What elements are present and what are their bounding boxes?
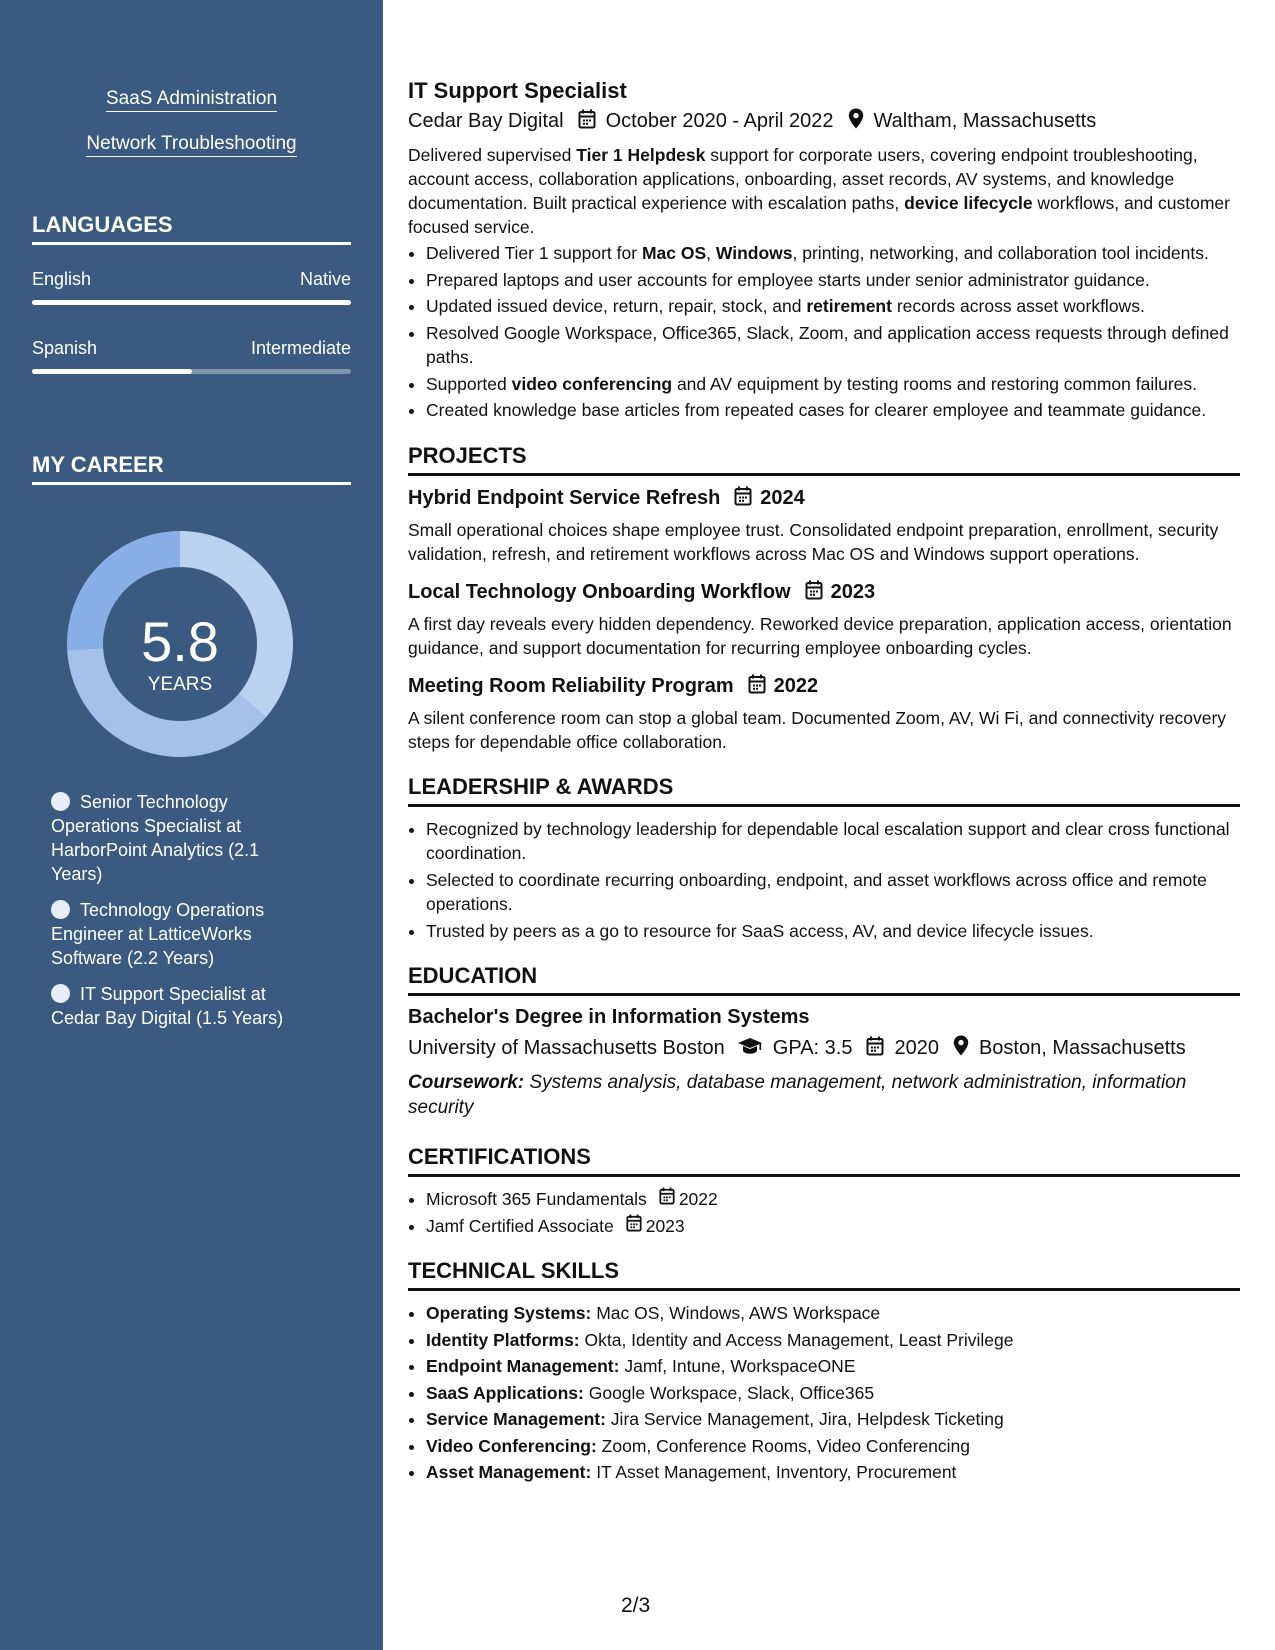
language-bar-fill: [32, 369, 192, 374]
list-item: [426, 1381, 1240, 1406]
skills-list: [408, 1301, 1240, 1485]
emphasis-text: Tier 1 Helpdesk: [576, 145, 706, 165]
skill-value: Jamf, Intune, WorkspaceONE: [619, 1356, 856, 1376]
project-title-row: [408, 674, 1240, 700]
text-segment: records across asset workflows.: [891, 296, 1145, 316]
career-donut-svg: [67, 531, 293, 757]
skill-label: Asset Management:: [426, 1462, 592, 1482]
skill-value: IT Asset Management, Inventory, Procurement: [591, 1462, 957, 1482]
text-segment: workflows, and customer focused service.: [408, 193, 1230, 237]
coursework-label: Coursework:: [408, 1072, 525, 1093]
projects-list: [408, 486, 1240, 754]
calendar-icon: [626, 1214, 642, 1239]
education-gpa: GPA: 3.5: [772, 1037, 853, 1059]
project-title-row: [408, 486, 1240, 512]
education-degree: Bachelor's Degree in Information Systems: [408, 1006, 810, 1028]
language-level: Native: [299, 269, 351, 289]
career-heading: MY CAREER: [32, 452, 351, 485]
skill-value: Okta, Identity and Access Management, Least Privilege: [579, 1329, 1014, 1350]
list-item: [426, 268, 1240, 293]
text-segment: Supported: [426, 373, 512, 394]
list-item: [426, 1214, 1240, 1239]
calendar-icon: [805, 580, 823, 606]
map-pin-icon: [848, 108, 864, 135]
project-description: A silent conference room can stop a global team. Documented Zoom, AV, Wi Fi, and connectivity recovery steps for dependable office collaboration.: [408, 707, 1227, 752]
languages-heading: LANGUAGES: [32, 212, 351, 245]
text-segment: Resolved Google Workspace, Office365, Slack, Zoom, and application access requests through defined paths.: [426, 322, 1229, 367]
list-item: [426, 1354, 1240, 1379]
job-dates: October 2020 - April 2022: [605, 110, 834, 132]
career-total: 5.8: [141, 610, 219, 673]
skill-label: Video Conferencing:: [426, 1435, 597, 1456]
list-item: • Recognized by technology leadership for dependable local escalation support and clear cross functional coordination.: [426, 817, 1240, 866]
skill-value: Google Workspace, Slack, Office365: [583, 1382, 875, 1403]
list-item: • Selected to coordinate recurring onboarding, endpoint, and asset workflows across office and remote operations.: [426, 868, 1240, 917]
skill-value: Mac OS, Windows, AWS Workspace: [591, 1303, 881, 1323]
calendar-icon: [734, 486, 752, 512]
certifications-list: [408, 1187, 1240, 1238]
coursework-text: Systems analysis, database management, network administration, information security: [408, 1072, 1187, 1118]
certifications-heading: CERTIFICATIONS: [408, 1144, 1240, 1177]
skill-label: Endpoint Management:: [426, 1356, 620, 1376]
list-item: [426, 1407, 1240, 1432]
career-list: [51, 790, 301, 1042]
project-description: A first day reveals every hidden dependency. Reworked device preparation, application access, orientation guidance, and support documentation for recurring employee onboarding cycles.: [408, 613, 1232, 658]
career-item-label: Senior Technology Operations Specialist at HarborPoint Analytics (2.1 Years): [51, 792, 260, 884]
list-item: [426, 398, 1240, 423]
calendar-icon: [748, 674, 766, 700]
skill-link-saas[interactable]: SaaS Administration: [0, 88, 383, 110]
project-title: Hybrid Endpoint Service Refresh: [408, 487, 721, 509]
project-description: Small operational choices shape employee trust. Consolidated endpoint preparation, enrollment, security validation, refresh, and retirement workflows across Mac OS and Windows support operations.: [408, 519, 1219, 564]
education-coursework: [408, 1070, 1240, 1120]
text-segment: Updated issued device, return, repair, stock, and: [426, 296, 807, 316]
list-item: [426, 1187, 1240, 1212]
sidebar: [0, 0, 383, 1650]
job-location: Waltham, Massachusetts: [873, 110, 1097, 132]
cert-name: • Microsoft 365 Fundamentals: [426, 1189, 647, 1209]
text-segment: Prepared laptops and user accounts for employee starts under senior administrator guidance.: [426, 269, 1150, 290]
education-heading: EDUCATION: [408, 963, 1240, 996]
text-segment: Created knowledge base articles from repeated cases for clearer employee and teammate guidance.: [426, 400, 1207, 420]
calendar-icon: [659, 1187, 675, 1212]
page-number: 2/3: [621, 1594, 651, 1617]
legend-dot: [51, 984, 70, 1003]
list-item: [426, 1434, 1240, 1459]
skills-heading: TECHNICAL SKILLS: [408, 1258, 1240, 1291]
project-title: Meeting Room Reliability Program: [408, 675, 734, 697]
cert-year: 2022: [678, 1189, 718, 1209]
career-item: [51, 790, 301, 886]
leadership-heading: LEADERSHIP & AWARDS: [408, 774, 1240, 807]
project-item: [408, 674, 1240, 754]
career-item-label: Technology Operations Engineer at LatticeWorks Software (2.2 Years): [51, 900, 265, 968]
graduation-cap-icon: [737, 1037, 763, 1061]
calendar-icon: [866, 1036, 884, 1062]
language-name: English: [32, 269, 92, 289]
list-item: • Trusted by peers as a go to resource for SaaS access, AV, and device lifecycle issues.: [426, 919, 1240, 944]
skill-value: Jira Service Management, Jira, Helpdesk Ticketing: [605, 1409, 1004, 1429]
education-year: 2020: [894, 1037, 939, 1059]
calendar-icon: [578, 109, 596, 135]
project-year: 2023: [830, 581, 876, 603]
skill-link-network[interactable]: Network Troubleshooting: [0, 133, 383, 155]
list-item: [426, 321, 1240, 370]
skill-label: SaaS Applications:: [426, 1382, 584, 1403]
language-name: Spanish: [32, 338, 98, 358]
education-school: University of Massachusetts Boston: [408, 1037, 725, 1059]
legend-dot: [51, 792, 70, 811]
job-company: Cedar Bay Digital: [408, 110, 564, 132]
project-item: [408, 580, 1240, 660]
project-item: [408, 486, 1240, 566]
cert-name: • Jamf Certified Associate: [426, 1215, 614, 1236]
project-title: Local Technology Onboarding Workflow: [408, 581, 791, 603]
language-row-english: [32, 269, 351, 290]
emphasis-text: Windows: [715, 243, 793, 263]
text-segment: ,: [706, 243, 716, 263]
language-level: Intermediate: [250, 338, 351, 358]
language-bar-fill: [32, 300, 351, 305]
project-title-row: [408, 580, 1240, 606]
map-pin-icon: [953, 1035, 969, 1062]
text-segment: support for corporate users, covering endpoint troubleshooting, account access, collaboration applications, onboarding, asset records, AV systems, and knowledge documentation. Built practical experience with escalation paths,: [408, 145, 1198, 213]
career-item: [51, 898, 301, 970]
language-row-spanish: [32, 338, 351, 359]
project-year: 2022: [773, 675, 819, 697]
career-item-label: IT Support Specialist at Cedar Bay Digital (1.5 Years): [51, 984, 284, 1028]
text-segment: , printing, networking, and collaboration tool incidents.: [792, 243, 1209, 263]
list-item: [426, 1460, 1240, 1485]
projects-heading: PROJECTS: [408, 443, 1240, 476]
emphasis-text: retirement: [806, 296, 892, 316]
cert-year: 2023: [645, 1215, 685, 1236]
text-segment: and AV equipment by testing rooms and restoring common failures.: [672, 373, 1198, 394]
skill-label: Identity Platforms:: [426, 1329, 580, 1350]
language-bar-english: [32, 300, 351, 305]
list-item: [426, 294, 1240, 319]
education-meta: [408, 1035, 1240, 1062]
main-content: [408, 78, 1240, 1487]
text-segment: Delivered supervised: [408, 145, 577, 165]
education-location: Boston, Massachusetts: [978, 1037, 1186, 1059]
job-title: IT Support Specialist: [408, 78, 627, 103]
career-donut-chart: [67, 531, 293, 757]
list-item: [426, 241, 1240, 266]
project-year: 2024: [760, 487, 805, 509]
skill-label: Operating Systems:: [426, 1303, 592, 1323]
emphasis-text: device lifecycle: [904, 193, 1033, 213]
job-bullets: [408, 241, 1240, 423]
job-meta: [408, 108, 1240, 135]
emphasis-text: video conferencing: [511, 373, 673, 394]
skill-label: Service Management:: [426, 1409, 606, 1429]
language-bar-spanish: [32, 369, 351, 374]
list-item: [426, 1328, 1240, 1353]
job-summary: [408, 143, 1240, 239]
career-unit: YEARS: [147, 674, 213, 695]
leadership-list: [408, 817, 1240, 944]
list-item: [426, 372, 1240, 397]
emphasis-text: Mac OS: [641, 243, 707, 263]
skill-value: Zoom, Conference Rooms, Video Conferencing: [596, 1435, 971, 1456]
text-segment: Delivered Tier 1 support for: [426, 243, 642, 263]
career-item: [51, 982, 301, 1030]
list-item: [426, 1301, 1240, 1326]
legend-dot: [51, 900, 70, 919]
